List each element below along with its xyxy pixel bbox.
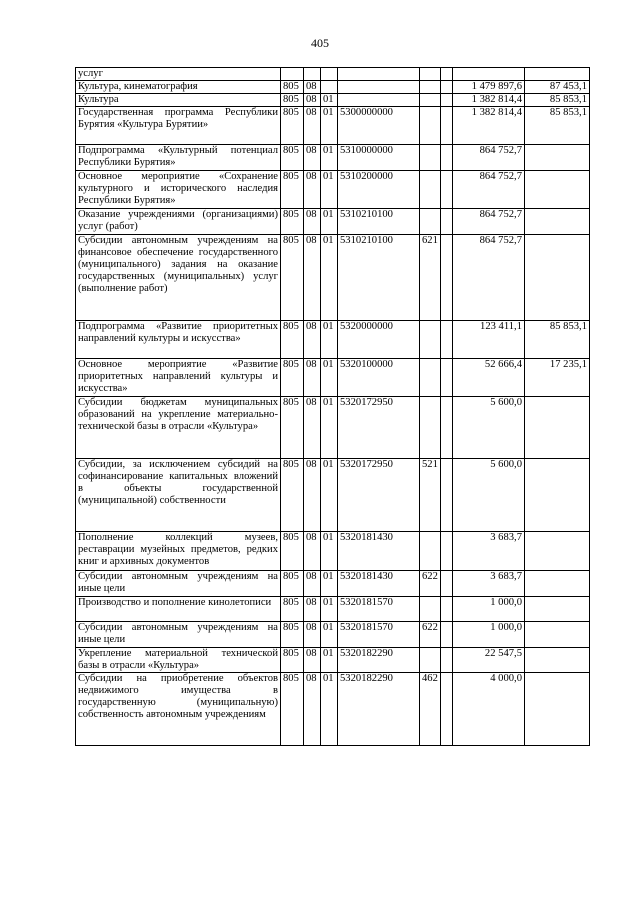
- cell-amount-federal: 87 453,1: [525, 81, 590, 94]
- cell-target-article: 5320182290: [338, 648, 420, 673]
- cell-amount-total: 1 000,0: [453, 622, 525, 648]
- cell-amount-total: [453, 68, 525, 81]
- cell-amount-federal: [525, 459, 590, 532]
- cell-ministry-code: 805: [281, 459, 304, 532]
- cell-empty: [441, 673, 453, 746]
- cell-amount-total: 123 411,1: [453, 321, 525, 359]
- cell-name: Укрепление материальной технической базы в отрасли «Культура»: [76, 648, 281, 673]
- cell-target-article: 5310000000: [338, 145, 420, 171]
- cell-expense-type: [420, 359, 441, 397]
- cell-name: Оказание учреждениями (организациями) услуг (работ): [76, 209, 281, 235]
- cell-name: услуг: [76, 68, 281, 81]
- cell-ministry-code: 805: [281, 359, 304, 397]
- cell-expense-type: 462: [420, 673, 441, 746]
- cell-empty: [441, 622, 453, 648]
- cell-name: Подпрограмма «Развитие приоритетных направлений культуры и искусства»: [76, 321, 281, 359]
- cell-name: Субсидии бюджетам муниципальных образований на укрепление материально-технической базы в отрасли «Культура»: [76, 397, 281, 459]
- cell-name: Субсидии, за исключением субсидий на софинансирование капитальных вложений в объекты государственной (муниципальной) собственности: [76, 459, 281, 532]
- cell-section-code: 08: [304, 397, 321, 459]
- cell-amount-total: 5 600,0: [453, 459, 525, 532]
- cell-empty: [441, 68, 453, 81]
- cell-section-code: 08: [304, 107, 321, 145]
- cell-section-code: 08: [304, 571, 321, 597]
- cell-empty: [441, 81, 453, 94]
- cell-expense-type: [420, 145, 441, 171]
- cell-amount-total: 1 382 814,4: [453, 107, 525, 145]
- cell-amount-total: 1 000,0: [453, 597, 525, 622]
- cell-subsection-code: 01: [321, 459, 338, 532]
- cell-amount-total: 22 547,5: [453, 648, 525, 673]
- cell-amount-total: 1 382 814,4: [453, 94, 525, 107]
- cell-empty: [441, 321, 453, 359]
- cell-amount-federal: [525, 235, 590, 321]
- cell-target-article: 5320100000: [338, 359, 420, 397]
- cell-expense-type: [420, 321, 441, 359]
- cell-name: Субсидии автономным учреждениям на финансовое обеспечение государственного (муниципального) задания на оказание государственных (муниципальных) услуг (выполнение работ): [76, 235, 281, 321]
- cell-expense-type: [420, 597, 441, 622]
- cell-subsection-code: 01: [321, 648, 338, 673]
- cell-empty: [441, 235, 453, 321]
- cell-section-code: 08: [304, 81, 321, 94]
- cell-expense-type: [420, 107, 441, 145]
- cell-ministry-code: 805: [281, 81, 304, 94]
- cell-section-code: 08: [304, 359, 321, 397]
- cell-subsection-code: 01: [321, 209, 338, 235]
- cell-amount-federal: 85 853,1: [525, 94, 590, 107]
- cell-section-code: 08: [304, 94, 321, 107]
- cell-empty: [441, 397, 453, 459]
- table-row: [76, 359, 590, 397]
- cell-name: Субсидии автономным учреждениям на иные цели: [76, 622, 281, 648]
- cell-ministry-code: 805: [281, 673, 304, 746]
- cell-ministry-code: 805: [281, 597, 304, 622]
- cell-section-code: 08: [304, 209, 321, 235]
- cell-empty: [441, 571, 453, 597]
- cell-amount-federal: 17 235,1: [525, 359, 590, 397]
- cell-empty: [441, 459, 453, 532]
- cell-amount-federal: [525, 622, 590, 648]
- cell-amount-total: 864 752,7: [453, 171, 525, 209]
- cell-amount-total: 52 666,4: [453, 359, 525, 397]
- cell-amount-total: 864 752,7: [453, 235, 525, 321]
- cell-target-article: 5320181570: [338, 622, 420, 648]
- table-row: [76, 94, 590, 107]
- cell-name: Культура: [76, 94, 281, 107]
- cell-ministry-code: 805: [281, 235, 304, 321]
- cell-subsection-code: 01: [321, 571, 338, 597]
- cell-amount-total: 1 479 897,6: [453, 81, 525, 94]
- cell-amount-total: 864 752,7: [453, 145, 525, 171]
- cell-ministry-code: 805: [281, 622, 304, 648]
- table-row: [76, 648, 590, 673]
- table-row: [76, 321, 590, 359]
- cell-amount-total: 5 600,0: [453, 397, 525, 459]
- table-row: [76, 145, 590, 171]
- cell-target-article: 5320181570: [338, 597, 420, 622]
- page-number: 405: [311, 36, 329, 50]
- cell-ministry-code: 805: [281, 571, 304, 597]
- cell-target-article: 5320172950: [338, 459, 420, 532]
- cell-ministry-code: [281, 68, 304, 81]
- cell-section-code: 08: [304, 673, 321, 746]
- cell-subsection-code: 01: [321, 359, 338, 397]
- cell-empty: [441, 107, 453, 145]
- cell-section-code: 08: [304, 459, 321, 532]
- cell-expense-type: [420, 532, 441, 571]
- cell-section-code: 08: [304, 622, 321, 648]
- cell-amount-total: 3 683,7: [453, 571, 525, 597]
- cell-section-code: 08: [304, 171, 321, 209]
- cell-amount-total: 864 752,7: [453, 209, 525, 235]
- table-row: [76, 209, 590, 235]
- cell-subsection-code: 01: [321, 397, 338, 459]
- cell-name: Производство и пополнение кинолетописи: [76, 597, 281, 622]
- cell-empty: [441, 597, 453, 622]
- cell-target-article: 5310200000: [338, 171, 420, 209]
- budget-table: [75, 67, 590, 746]
- table-row: [76, 171, 590, 209]
- cell-subsection-code: 01: [321, 235, 338, 321]
- cell-target-article: 5320181430: [338, 571, 420, 597]
- cell-amount-total: 3 683,7: [453, 532, 525, 571]
- cell-amount-federal: [525, 397, 590, 459]
- cell-expense-type: 622: [420, 571, 441, 597]
- cell-empty: [441, 94, 453, 107]
- cell-section-code: 08: [304, 145, 321, 171]
- cell-expense-type: [420, 68, 441, 81]
- cell-subsection-code: 01: [321, 622, 338, 648]
- table-row: [76, 571, 590, 597]
- cell-empty: [441, 359, 453, 397]
- cell-expense-type: [420, 81, 441, 94]
- cell-amount-federal: [525, 597, 590, 622]
- cell-target-article: [338, 94, 420, 107]
- cell-amount-federal: [525, 532, 590, 571]
- cell-expense-type: [420, 397, 441, 459]
- cell-ministry-code: 805: [281, 321, 304, 359]
- cell-subsection-code: 01: [321, 597, 338, 622]
- cell-ministry-code: 805: [281, 397, 304, 459]
- cell-subsection-code: 01: [321, 171, 338, 209]
- cell-amount-total: 4 000,0: [453, 673, 525, 746]
- cell-expense-type: 621: [420, 235, 441, 321]
- cell-name: Культура, кинематография: [76, 81, 281, 94]
- cell-target-article: 5300000000: [338, 107, 420, 145]
- cell-amount-federal: [525, 571, 590, 597]
- cell-expense-type: [420, 171, 441, 209]
- table-row: [76, 459, 590, 532]
- cell-amount-federal: [525, 209, 590, 235]
- cell-target-article: 5320000000: [338, 321, 420, 359]
- cell-name: Подпрограмма «Культурный потенциал Республики Бурятия»: [76, 145, 281, 171]
- cell-name: Субсидии на приобретение объектов недвижимого имущества в государственную (муниципальную) собственность автономным учреждениям: [76, 673, 281, 746]
- cell-name: Основное мероприятие «Сохранение культурного и исторического наследия Республики Бурятия»: [76, 171, 281, 209]
- cell-subsection-code: 01: [321, 532, 338, 571]
- cell-empty: [441, 171, 453, 209]
- cell-name: Субсидии автономным учреждениям на иные цели: [76, 571, 281, 597]
- cell-name: Государственная программа Республики Бурятия «Культура Бурятии»: [76, 107, 281, 145]
- cell-expense-type: [420, 209, 441, 235]
- cell-subsection-code: [321, 81, 338, 94]
- cell-section-code: 08: [304, 597, 321, 622]
- cell-empty: [441, 145, 453, 171]
- cell-empty: [441, 532, 453, 571]
- table-row: [76, 68, 590, 81]
- cell-amount-federal: [525, 673, 590, 746]
- cell-ministry-code: 805: [281, 209, 304, 235]
- cell-target-article: 5320182290: [338, 673, 420, 746]
- cell-subsection-code: [321, 68, 338, 81]
- table-row: [76, 622, 590, 648]
- cell-amount-federal: [525, 68, 590, 81]
- cell-subsection-code: 01: [321, 107, 338, 145]
- cell-ministry-code: 805: [281, 107, 304, 145]
- cell-empty: [441, 209, 453, 235]
- cell-target-article: 5310210100: [338, 209, 420, 235]
- table-row: [76, 597, 590, 622]
- cell-section-code: [304, 68, 321, 81]
- cell-subsection-code: 01: [321, 321, 338, 359]
- table-row: [76, 81, 590, 94]
- cell-ministry-code: 805: [281, 171, 304, 209]
- cell-ministry-code: 805: [281, 145, 304, 171]
- table-row: [76, 397, 590, 459]
- cell-target-article: 5320172950: [338, 397, 420, 459]
- cell-expense-type: [420, 648, 441, 673]
- cell-target-article: 5310210100: [338, 235, 420, 321]
- cell-amount-federal: 85 853,1: [525, 107, 590, 145]
- cell-section-code: 08: [304, 235, 321, 321]
- cell-subsection-code: 01: [321, 673, 338, 746]
- cell-expense-type: 622: [420, 622, 441, 648]
- cell-amount-federal: [525, 648, 590, 673]
- cell-subsection-code: 01: [321, 145, 338, 171]
- cell-amount-federal: [525, 145, 590, 171]
- cell-expense-type: [420, 94, 441, 107]
- cell-section-code: 08: [304, 532, 321, 571]
- cell-subsection-code: 01: [321, 94, 338, 107]
- cell-target-article: [338, 68, 420, 81]
- table-row: [76, 107, 590, 145]
- cell-name: Основное мероприятие «Развитие приоритетных направлений культуры и искусства»: [76, 359, 281, 397]
- cell-section-code: 08: [304, 321, 321, 359]
- cell-name: Пополнение коллекций музеев, реставрации музейных предметов, редких книг и архивных документов: [76, 532, 281, 571]
- table-row: [76, 532, 590, 571]
- cell-target-article: [338, 81, 420, 94]
- cell-amount-federal: [525, 171, 590, 209]
- table-row: [76, 673, 590, 746]
- cell-expense-type: 521: [420, 459, 441, 532]
- cell-amount-federal: 85 853,1: [525, 321, 590, 359]
- table-body: [76, 68, 590, 746]
- cell-ministry-code: 805: [281, 532, 304, 571]
- cell-ministry-code: 805: [281, 648, 304, 673]
- table-row: [76, 235, 590, 321]
- cell-target-article: 5320181430: [338, 532, 420, 571]
- cell-section-code: 08: [304, 648, 321, 673]
- cell-ministry-code: 805: [281, 94, 304, 107]
- cell-empty: [441, 648, 453, 673]
